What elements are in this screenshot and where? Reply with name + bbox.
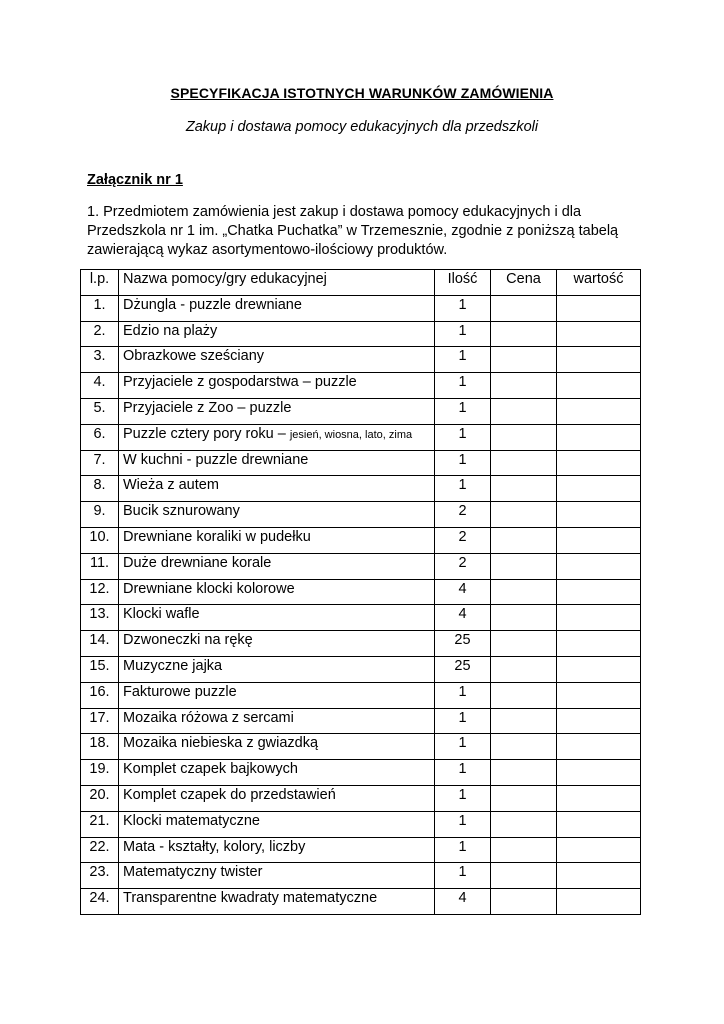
cell-name-text: Drewniane klocki kolorowe bbox=[123, 580, 295, 597]
cell-name-text: Muzyczne jajka bbox=[123, 657, 223, 674]
cell-value bbox=[557, 373, 641, 399]
cell-name bbox=[119, 605, 435, 631]
cell-lp: 14. bbox=[81, 631, 119, 657]
cell-lp: 1. bbox=[81, 295, 119, 321]
cell-lp: 24. bbox=[81, 889, 119, 915]
cell-qty: 1 bbox=[435, 476, 491, 502]
cell-name-text: Komplet czapek do przedstawień bbox=[123, 786, 336, 803]
cell-lp: 8. bbox=[81, 476, 119, 502]
cell-lp: 19. bbox=[81, 760, 119, 786]
table-row bbox=[81, 347, 641, 373]
cell-lp: 21. bbox=[81, 811, 119, 837]
intro-line: Przedszkola nr 1 im. „Chatka Puchatka” w Trzemesznie, zgodnie z poniższą tabelą bbox=[87, 223, 619, 239]
cell-price bbox=[491, 811, 557, 837]
cell-name bbox=[119, 321, 435, 347]
document-title: SPECYFIKACJA ISTOTNYCH WARUNKÓW ZAMÓWIENIA bbox=[170, 85, 554, 101]
cell-price bbox=[491, 527, 557, 553]
cell-name bbox=[119, 682, 435, 708]
table-row bbox=[81, 502, 641, 528]
cell-name-text: Bucik sznurowany bbox=[123, 503, 240, 520]
header-price: Cena bbox=[491, 270, 557, 296]
table-row bbox=[81, 708, 641, 734]
cell-qty: 1 bbox=[435, 785, 491, 811]
cell-lp: 17. bbox=[81, 708, 119, 734]
cell-qty: 1 bbox=[435, 347, 491, 373]
cell-name-text: Duże drewniane korale bbox=[123, 554, 272, 571]
table-row bbox=[81, 295, 641, 321]
cell-lp: 12. bbox=[81, 579, 119, 605]
cell-name-text: Przyjaciele z Zoo – puzzle bbox=[123, 399, 292, 416]
cell-value bbox=[557, 424, 641, 450]
cell-name bbox=[119, 450, 435, 476]
document-subtitle: Zakup i dostawa pomocy edukacyjnych dla przedszkoli bbox=[185, 119, 539, 135]
cell-price bbox=[491, 347, 557, 373]
cell-name-text: Komplet czapek bajkowych bbox=[123, 761, 298, 778]
table-row bbox=[81, 424, 641, 450]
cell-qty: 1 bbox=[435, 450, 491, 476]
cell-name-text: Mozaika różowa z sercami bbox=[123, 709, 294, 726]
cell-price bbox=[491, 863, 557, 889]
cell-qty: 1 bbox=[435, 837, 491, 863]
cell-price bbox=[491, 450, 557, 476]
table-row bbox=[81, 527, 641, 553]
cell-name-text: Mata - kształty, kolory, liczby bbox=[123, 838, 306, 855]
cell-name bbox=[119, 811, 435, 837]
header-lp: l.p. bbox=[81, 270, 119, 296]
cell-name bbox=[119, 631, 435, 657]
cell-value bbox=[557, 837, 641, 863]
cell-qty: 25 bbox=[435, 631, 491, 657]
table-body bbox=[81, 295, 641, 914]
cell-price bbox=[491, 656, 557, 682]
cell-qty: 1 bbox=[435, 811, 491, 837]
cell-name-text: Klocki wafle bbox=[123, 606, 200, 623]
intro-line: zawierającą wykaz asortymentowo-ilościowy produktów. bbox=[87, 242, 448, 258]
cell-name bbox=[119, 476, 435, 502]
cell-name bbox=[119, 734, 435, 760]
cell-value bbox=[557, 295, 641, 321]
cell-qty: 1 bbox=[435, 708, 491, 734]
cell-lp: 23. bbox=[81, 863, 119, 889]
cell-value bbox=[557, 527, 641, 553]
cell-name bbox=[119, 656, 435, 682]
table-row bbox=[81, 373, 641, 399]
cell-lp: 22. bbox=[81, 837, 119, 863]
cell-name-text: Dżungla - puzzle drewniane bbox=[123, 296, 302, 313]
cell-name-extra: jesień, wiosna, lato, zima bbox=[289, 428, 413, 441]
cell-value bbox=[557, 579, 641, 605]
cell-price bbox=[491, 631, 557, 657]
cell-name-text: Edzio na plaży bbox=[123, 322, 218, 339]
intro-line: 1. Przedmiotem zamówienia jest zakup i dostawa pomocy edukacyjnych i dla bbox=[87, 204, 582, 220]
cell-qty: 4 bbox=[435, 889, 491, 915]
intro-paragraph bbox=[87, 203, 647, 260]
cell-price bbox=[491, 682, 557, 708]
cell-qty: 1 bbox=[435, 398, 491, 424]
cell-name bbox=[119, 553, 435, 579]
table-row bbox=[81, 553, 641, 579]
cell-lp: 3. bbox=[81, 347, 119, 373]
table-row bbox=[81, 605, 641, 631]
cell-name bbox=[119, 760, 435, 786]
table-row bbox=[81, 811, 641, 837]
cell-lp: 9. bbox=[81, 502, 119, 528]
cell-lp: 5. bbox=[81, 398, 119, 424]
table-row bbox=[81, 889, 641, 915]
cell-value bbox=[557, 347, 641, 373]
cell-lp: 15. bbox=[81, 656, 119, 682]
cell-lp: 7. bbox=[81, 450, 119, 476]
cell-qty: 25 bbox=[435, 656, 491, 682]
header-name: Nazwa pomocy/gry edukacyjnej bbox=[119, 270, 435, 296]
cell-value bbox=[557, 889, 641, 915]
cell-price bbox=[491, 579, 557, 605]
cell-price bbox=[491, 295, 557, 321]
cell-value bbox=[557, 450, 641, 476]
cell-value bbox=[557, 605, 641, 631]
cell-price bbox=[491, 553, 557, 579]
cell-lp: 11. bbox=[81, 553, 119, 579]
cell-name bbox=[119, 373, 435, 399]
table-row bbox=[81, 476, 641, 502]
cell-value bbox=[557, 760, 641, 786]
cell-price bbox=[491, 889, 557, 915]
cell-qty: 2 bbox=[435, 527, 491, 553]
cell-value bbox=[557, 656, 641, 682]
cell-name bbox=[119, 863, 435, 889]
cell-name-text: W kuchni - puzzle drewniane bbox=[123, 451, 309, 468]
cell-qty: 1 bbox=[435, 295, 491, 321]
cell-name-text: Wieża z autem bbox=[123, 477, 219, 494]
cell-lp: 10. bbox=[81, 527, 119, 553]
table-header-row bbox=[81, 270, 641, 296]
cell-name-text: Drewniane koraliki w pudełku bbox=[123, 528, 311, 545]
table-row bbox=[81, 785, 641, 811]
cell-price bbox=[491, 424, 557, 450]
attachment-label: Załącznik nr 1 bbox=[87, 172, 183, 188]
cell-lp: 2. bbox=[81, 321, 119, 347]
cell-price bbox=[491, 373, 557, 399]
cell-lp: 4. bbox=[81, 373, 119, 399]
cell-lp: 18. bbox=[81, 734, 119, 760]
cell-lp: 16. bbox=[81, 682, 119, 708]
cell-qty: 1 bbox=[435, 321, 491, 347]
cell-name bbox=[119, 527, 435, 553]
cell-price bbox=[491, 708, 557, 734]
products-table bbox=[80, 269, 641, 915]
cell-value bbox=[557, 811, 641, 837]
cell-qty: 1 bbox=[435, 760, 491, 786]
cell-name-text: Puzzle cztery pory roku – bbox=[123, 425, 290, 442]
cell-name-text: Matematyczny twister bbox=[123, 864, 263, 881]
cell-name-text: Klocki matematyczne bbox=[123, 812, 260, 829]
table-row bbox=[81, 321, 641, 347]
cell-name bbox=[119, 837, 435, 863]
cell-price bbox=[491, 785, 557, 811]
cell-name bbox=[119, 502, 435, 528]
cell-name-text: Przyjaciele z gospodarstwa – puzzle bbox=[123, 374, 357, 391]
table-row bbox=[81, 682, 641, 708]
cell-qty: 4 bbox=[435, 605, 491, 631]
cell-value bbox=[557, 476, 641, 502]
cell-qty: 2 bbox=[435, 502, 491, 528]
table-row bbox=[81, 656, 641, 682]
table-row bbox=[81, 579, 641, 605]
cell-qty: 1 bbox=[435, 734, 491, 760]
table-row bbox=[81, 450, 641, 476]
cell-name-text: Mozaika niebieska z gwiazdką bbox=[123, 735, 319, 752]
cell-value bbox=[557, 321, 641, 347]
cell-value bbox=[557, 398, 641, 424]
cell-qty: 1 bbox=[435, 863, 491, 889]
cell-name bbox=[119, 347, 435, 373]
cell-name bbox=[119, 889, 435, 915]
header-value: wartość bbox=[557, 270, 641, 296]
table-row bbox=[81, 631, 641, 657]
cell-value bbox=[557, 785, 641, 811]
cell-name-text: Transparentne kwadraty matematyczne bbox=[123, 890, 378, 907]
cell-name bbox=[119, 398, 435, 424]
table-row bbox=[81, 734, 641, 760]
cell-name bbox=[119, 579, 435, 605]
cell-value bbox=[557, 734, 641, 760]
cell-price bbox=[491, 398, 557, 424]
cell-name bbox=[119, 424, 435, 450]
cell-name-text: Dzwoneczki na rękę bbox=[123, 632, 253, 649]
cell-price bbox=[491, 760, 557, 786]
cell-price bbox=[491, 734, 557, 760]
cell-price bbox=[491, 321, 557, 347]
cell-name bbox=[119, 785, 435, 811]
cell-value bbox=[557, 708, 641, 734]
header-qty: Ilość bbox=[435, 270, 491, 296]
cell-price bbox=[491, 476, 557, 502]
cell-lp: 6. bbox=[81, 424, 119, 450]
cell-name-text: Fakturowe puzzle bbox=[123, 683, 237, 700]
cell-value bbox=[557, 631, 641, 657]
cell-qty: 4 bbox=[435, 579, 491, 605]
cell-price bbox=[491, 605, 557, 631]
table-row bbox=[81, 398, 641, 424]
cell-qty: 2 bbox=[435, 553, 491, 579]
cell-qty: 1 bbox=[435, 373, 491, 399]
cell-value bbox=[557, 553, 641, 579]
cell-value bbox=[557, 502, 641, 528]
cell-value bbox=[557, 863, 641, 889]
cell-name bbox=[119, 295, 435, 321]
cell-qty: 1 bbox=[435, 424, 491, 450]
cell-value bbox=[557, 682, 641, 708]
cell-qty: 1 bbox=[435, 682, 491, 708]
cell-lp: 20. bbox=[81, 785, 119, 811]
cell-lp: 13. bbox=[81, 605, 119, 631]
table-row bbox=[81, 863, 641, 889]
cell-name bbox=[119, 708, 435, 734]
cell-price bbox=[491, 502, 557, 528]
cell-name-text: Obrazkowe sześciany bbox=[123, 348, 265, 365]
table-row bbox=[81, 837, 641, 863]
table-row bbox=[81, 760, 641, 786]
cell-price bbox=[491, 837, 557, 863]
